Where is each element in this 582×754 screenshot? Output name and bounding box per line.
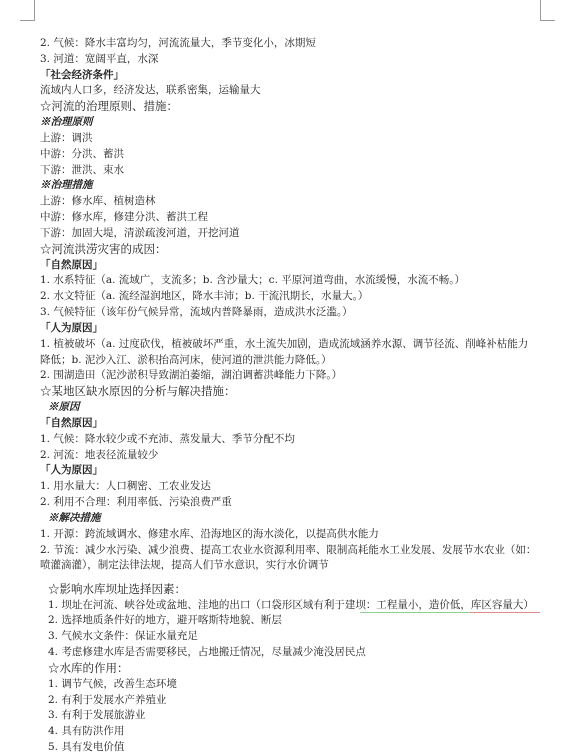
text-line: ☆某地区缺水原因的分析与解决措施： (40, 384, 236, 398)
text-line: 1. 植被破坏（a. 过度砍伐，植被破坏严重，水土流失加剧，造成流域涵养水源、调节径流、削峰补枯能力 (40, 338, 529, 350)
text-line: ☆影响水库坝址选择因素： (48, 582, 186, 596)
text-line: 下游：加固大堤，清淤疏浚河道，开挖河道 (40, 227, 240, 239)
text-line: ※治理措施 (40, 179, 93, 191)
text-line: 2. 围湖造田（泥沙淤积导致湖泊萎缩，湖泊调蓄洪峰能力下降。） (40, 369, 343, 381)
text-line: 1. 水系特征（a. 流域广，支流多；b. 含沙量大；c. 平原河道弯曲，水流缓慢，水流不畅。） (40, 274, 465, 286)
text-line: 2. 水文特征（a. 流经湿润地区，降水丰沛；b. 干流汛期长，水量大。） (40, 290, 369, 302)
text-line: 3. 气候特征（该年份气候异常，流域内普降暴雨，造成洪水泛滥。） (40, 306, 353, 318)
text-line: 2. 气候：降水丰富均匀，河流流量大，季节变化小，冰期短 (40, 37, 316, 49)
text-line: 中游：分洪、蓄洪 (40, 148, 124, 160)
text-line: 中游：修水库，修建分洪、蓄洪工程 (40, 211, 208, 223)
text-line: 2. 节流：减少水污染、减少浪费、提高工农业水资源利用率、限制高耗能水工业发展、发展节水农业（如： (40, 544, 537, 556)
text-line: ☆河流的治理原则、措施： (40, 99, 178, 113)
page-corner-mark-left (20, 0, 35, 21)
text-line: 上游：修水库、植树造林 (40, 195, 156, 207)
text-line: 「自然原因」 (40, 259, 103, 271)
text-line: 1. 开源：跨流域调水、修建水库、沿海地区的海水淡化，以提高供水能力 (40, 528, 379, 540)
text-line: ※原因 (48, 401, 80, 413)
text-line: 2. 河流：地表径流量较少 (40, 449, 159, 461)
page-corner-mark-right (540, 0, 555, 21)
text-line: 2. 有利于发展水产养殖业 (48, 694, 167, 706)
text-line: 「人为原因」 (40, 322, 103, 334)
section-divider-green (360, 612, 470, 613)
text-line: 1. 调节气候，改善生态环境 (48, 678, 177, 690)
section-divider-red (470, 612, 540, 613)
text-line: ☆河流洪涝灾害的成因： (40, 242, 167, 256)
text-line: 下游：泄洪、束水 (40, 164, 124, 176)
text-line: 「社会经济条件」 (40, 69, 124, 81)
text-line: 2. 利用不合理：利用率低、污染浪费严重 (40, 496, 232, 508)
text-line: 「人为原因」 (40, 464, 103, 476)
text-line: 3. 河道：宽阔平直，水深 (40, 53, 159, 65)
text-line: 1. 坝址在河流、峡谷处或盆地、洼地的出口（口袋形区域有利于建坝：工程量小，造价低，库区容量大） (48, 599, 534, 611)
text-line: 5. 具有发电价值 (48, 741, 125, 753)
text-line: 4. 具有防洪作用 (48, 725, 125, 737)
text-line: ※治理原则 (40, 116, 93, 128)
text-line: 流域内人口多，经济发达，联系密集，运输量大 (40, 84, 261, 96)
text-line: 上游：调洪 (40, 132, 93, 144)
text-line: 「自然原因」 (40, 417, 103, 429)
text-line: 1. 气候：降水较少或不充沛、蒸发量大、季节分配不均 (40, 433, 295, 445)
text-line: 4. 考虑修建水库是否需要移民，占地搬迁情况，尽量减少淹没居民点 (48, 646, 366, 658)
text-line: 降低；b. 泥沙入江、淤积抬高河床，使河道的泄洪能力降低。） (40, 354, 332, 366)
text-line: ※解决措施 (48, 512, 101, 524)
text-line: 3. 气候水文条件：保证水量充足 (48, 630, 198, 642)
text-line: 1. 用水量大：人口稠密、工农业发达 (40, 480, 211, 492)
text-line: ☆水库的作用： (48, 661, 129, 675)
text-line: 2. 选择地质条件好的地方，避开喀斯特地貌、断层 (48, 614, 282, 626)
text-line: 3. 有利于发展旅游业 (48, 709, 146, 721)
text-line: 喷灌滴灌），制定法律法规，提高人们节水意识，实行水价调节 (40, 559, 329, 571)
